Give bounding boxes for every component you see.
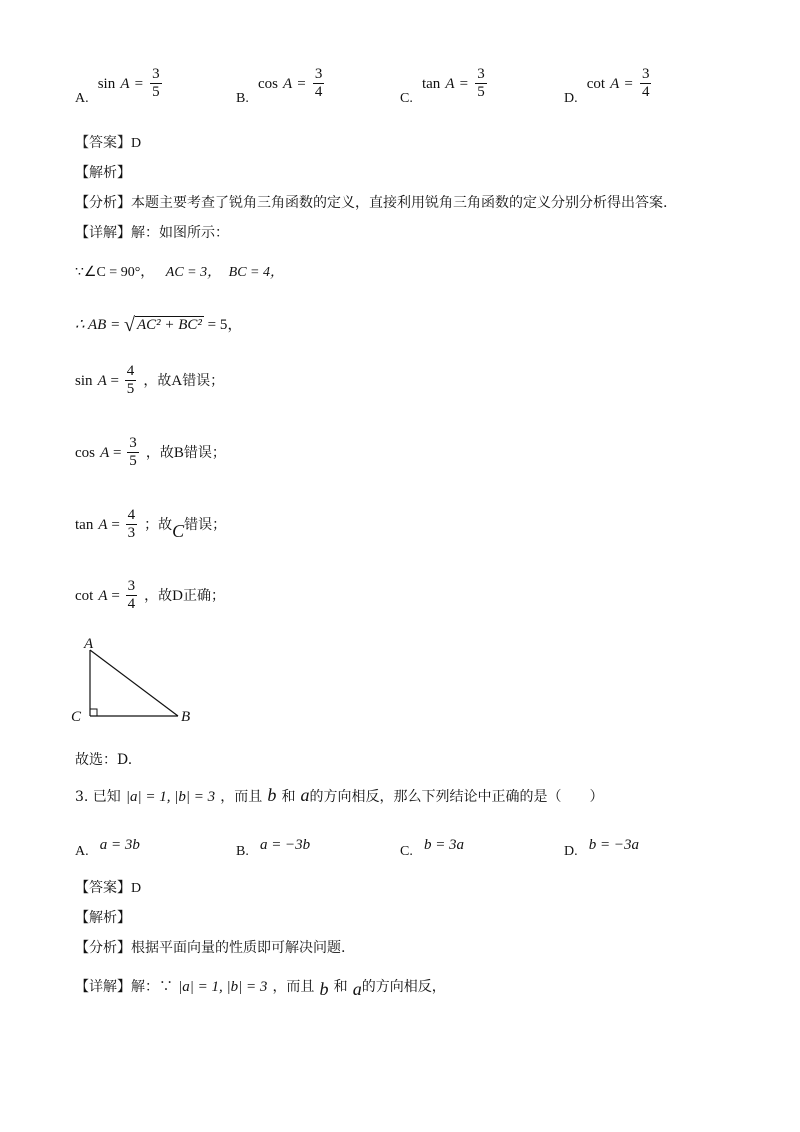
- q3-option-a: [75, 834, 140, 859]
- q2-step-tan: [75, 507, 226, 542]
- xiangjie-mid1: ，而且: [272, 979, 315, 995]
- fenxi-text: 根据平面向量的性质即可解决问题.: [131, 940, 346, 956]
- q2-given-line: [75, 261, 284, 281]
- q2-option-b: [236, 66, 326, 106]
- step-opt: D: [172, 588, 183, 604]
- vertex-label-c: C: [71, 709, 82, 725]
- xiangjie-tag: 【详解】: [75, 979, 131, 995]
- option-expr: a = −3b: [259, 837, 311, 853]
- q2-option-a: [75, 66, 164, 106]
- q2-fenxi-line: [75, 194, 667, 212]
- frac-num: 3: [314, 66, 323, 82]
- hyp-radicand: AC² + BC²: [136, 317, 202, 333]
- step-var: A: [97, 373, 107, 389]
- given-bc: BC = 4，: [228, 265, 284, 280]
- option-expr: a = 3b: [99, 837, 140, 853]
- step-tail: 正确；: [183, 588, 225, 604]
- frac-den: 5: [129, 453, 137, 469]
- step-var: A: [98, 517, 108, 533]
- q3-stem: [75, 785, 604, 806]
- triangle-figure: [66, 632, 206, 727]
- step-eq: =: [106, 373, 123, 389]
- step-func: cot: [75, 588, 94, 604]
- step-eq: =: [109, 445, 126, 461]
- frac-den: 5: [152, 84, 160, 100]
- option-fraction: [150, 66, 162, 101]
- option-func: cos: [257, 76, 278, 92]
- step-func: cos: [75, 445, 95, 461]
- option-var: A: [120, 76, 130, 92]
- q3-stem-b: b: [267, 785, 277, 805]
- option-label: A.: [75, 844, 89, 859]
- option-eq: =: [134, 76, 144, 92]
- step-fraction: [127, 435, 139, 470]
- given-ac: AC = 3，: [165, 265, 222, 280]
- frac-num: 3: [641, 66, 650, 82]
- q3-fenxi-line: [75, 939, 345, 957]
- option-func: tan: [421, 76, 441, 92]
- step-eq: =: [107, 517, 124, 533]
- q2-option-d: [564, 66, 653, 106]
- xiangjie-abs: |a| = 1, |b| = 3: [178, 979, 268, 995]
- step-tail: 错误；: [182, 373, 225, 389]
- q3-stem-post: 的方向相反，那么下列结论中正确的是（ ）: [309, 789, 604, 805]
- option-var: A: [610, 76, 620, 92]
- option-func: sin: [97, 76, 116, 92]
- option-eq: =: [459, 76, 469, 92]
- step-tail-pre: ，故: [144, 588, 173, 604]
- q2-step-cot: [75, 578, 225, 613]
- q3-analysis-tag: 【解析】: [75, 910, 131, 926]
- q2-step-sin: [75, 363, 224, 398]
- q3-stem-pre: 3. 已知: [75, 789, 121, 805]
- fenxi-tag: 【分析】: [75, 940, 131, 956]
- hyp-post: = 5，: [207, 317, 243, 333]
- option-label: A.: [75, 91, 89, 106]
- fenxi-tag: 【分析】: [75, 195, 131, 211]
- frac-den: 5: [477, 84, 485, 100]
- hyp-pre: ∴ AB =: [75, 317, 121, 333]
- xiangjie-text: 解：如图所示：: [131, 225, 229, 241]
- xiangjie-b: b: [319, 979, 329, 999]
- q2-answer-line: [75, 134, 141, 153]
- option-var: A: [283, 76, 293, 92]
- step-tail-pre: ，故: [143, 373, 172, 389]
- step-var: A: [100, 445, 110, 461]
- step-tail-pre: ，故: [145, 445, 174, 461]
- frac-den: 4: [127, 596, 136, 612]
- frac-num: 3: [127, 578, 136, 594]
- frac-den: 3: [127, 525, 136, 541]
- step-fraction: [126, 507, 138, 542]
- option-fraction: [313, 66, 325, 101]
- vertex-label-a: A: [84, 636, 94, 652]
- q2-conclusion: 故选：D.: [75, 752, 133, 768]
- step-func: sin: [75, 373, 93, 389]
- frac-den: 4: [314, 84, 323, 100]
- q3-option-c: [400, 834, 465, 859]
- xiangjie-a: a: [352, 979, 362, 999]
- xiangjie-tag: 【详解】: [75, 225, 131, 241]
- q3-stem-abs: |a| = 1, |b| = 3: [125, 789, 216, 805]
- option-eq: =: [297, 76, 306, 92]
- step-fraction: [126, 578, 138, 613]
- frac-den: 4: [641, 84, 650, 100]
- answer-tag: 【答案】: [75, 880, 131, 896]
- q3-option-b: [236, 834, 311, 859]
- step-tail: 错误；: [183, 445, 226, 461]
- frac-num: 3: [477, 66, 485, 82]
- answer-tag: 【答案】: [75, 135, 131, 151]
- vertex-label-b: B: [181, 709, 191, 725]
- triangle-side-ab: [90, 650, 178, 716]
- step-eq: =: [107, 588, 124, 604]
- step-tail-pre: ；故: [144, 517, 173, 533]
- option-func: cot: [586, 76, 606, 92]
- option-fraction: [640, 66, 652, 101]
- option-label: B.: [236, 91, 249, 106]
- step-opt: A: [171, 373, 183, 389]
- q3-stem-mid1: ，而且: [220, 789, 263, 805]
- option-var: A: [445, 76, 455, 92]
- step-tail: 错误；: [184, 517, 227, 533]
- q2-step-cos: [75, 435, 226, 470]
- q2-option-c: [400, 66, 489, 106]
- answer-value: D: [131, 881, 142, 896]
- right-angle-mark: [90, 709, 97, 716]
- option-label: D.: [564, 844, 578, 859]
- step-opt: B: [173, 445, 184, 461]
- q3-stem-mid2: 和: [281, 789, 296, 805]
- step-var: A: [98, 588, 108, 604]
- given-angle: ∵∠C = 90°，: [75, 265, 155, 280]
- option-fraction: [475, 66, 487, 101]
- frac-num: 3: [129, 435, 137, 451]
- xiangjie-post: 的方向相反，: [361, 979, 446, 995]
- q2-analysis-tag: 【解析】: [75, 165, 131, 181]
- option-expr: b = 3a: [423, 837, 465, 853]
- frac-num: 4: [126, 363, 135, 379]
- option-label: C.: [400, 844, 413, 859]
- fenxi-text: 本题主要考查了锐角三角函数的定义，直接利用锐角三角函数的定义分别分析得出答案.: [131, 195, 668, 211]
- q3-option-d: [564, 834, 639, 859]
- step-fraction: [125, 363, 137, 398]
- xiangjie-mid2: 和: [333, 979, 348, 995]
- step-opt: C: [172, 521, 185, 541]
- option-label: B.: [236, 844, 249, 859]
- q3-xiangjie-line: [75, 975, 446, 999]
- option-eq: =: [624, 76, 633, 92]
- frac-den: 5: [126, 381, 135, 397]
- answer-value: D: [131, 136, 142, 151]
- q2-hypotenuse-line: [75, 312, 242, 335]
- option-label: D.: [564, 91, 578, 106]
- frac-num: 4: [127, 507, 136, 523]
- option-expr: b = −3a: [588, 837, 639, 853]
- xiangjie-pre: 解：∵: [131, 979, 173, 995]
- step-func: tan: [75, 517, 94, 533]
- sqrt-icon: √: [123, 314, 135, 336]
- option-label: C.: [400, 91, 413, 106]
- q3-answer-line: [75, 879, 141, 898]
- q2-xiangjie-line: [75, 224, 229, 242]
- q3-stem-a: a: [300, 785, 310, 805]
- frac-num: 3: [152, 66, 160, 82]
